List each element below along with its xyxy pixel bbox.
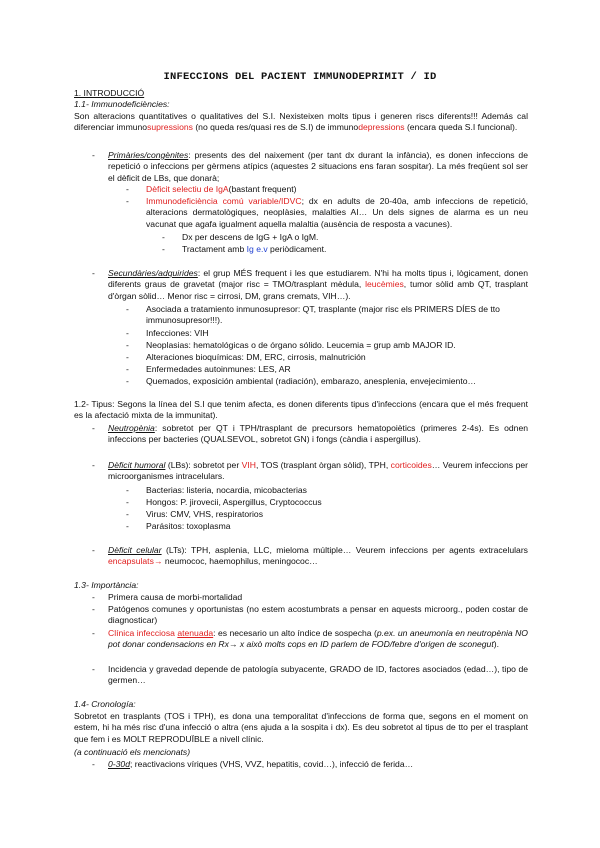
importancia-item: - Incidencia y gravedad depende de patología subyacente, GRADO de ID, factores asociados (edad…), tipo de germen… <box>92 664 528 686</box>
list-item-tractament: - Tractament amb Ig e.v periòdicament. <box>162 244 327 254</box>
sec-item: - Infecciones: VIH <box>126 328 209 338</box>
note-continuacio: (a continuació els mencionats) <box>74 747 191 757</box>
list-item-0-30d: - 0-30d; reactivacions víriques (VHS, VVZ, hepatitis, covid…), infecció de ferida… <box>92 759 414 769</box>
list-item-neutropenia: - Neutropènia: sobretot per QT i TPH/trasplant de precursors hematopoiètics (primeres 2-4s). Es odnen infeccions per bacteries (QUALSEVOL, sobretot GN) i fongs (càndia i aspergillus). <box>92 423 528 445</box>
sec-item: - Asociada a tratamiento inmunosupresor: QT, trasplante (major risc els PRIMERS DÍES de tto immunosupresor!!!). <box>126 304 500 326</box>
dash-bullet: - <box>92 150 95 160</box>
list-item-clinica-atenuada: - Clínica infecciosa atenuada: es necesario un alto índice de sospecha (p.ex. un aneumonía en neutropènia NO pot donar condensacions en Rx→ x això molts cops en ID parlem de FOD/febre d'origen de sconegut). <box>92 628 528 650</box>
list-item-idvc: - Immunodeficiència comú variable/IDVC; dx en adults de 20-40a, amb infeccions de repetició, alteracions dermatològiques, neoplàsies, malalties AI… Un dels signes de alarma es un neu vacunat que agafa igualment aquella malaltia (ausència de resposta a vacunes). <box>126 196 528 229</box>
sec-item: - Quemados, exposición ambiental (radiación), embarazo, anesplenia, envejecimiento… <box>126 376 477 386</box>
humoral-item: - Virus: CMV, VHS, respiratorios <box>126 509 264 519</box>
document-title: INFECCIONS DEL PACIENT IMMUNODEPRIMIT / ID <box>163 71 437 83</box>
list-item-deficit-humoral: - Dèficit humoral (LBs): sobretot per VIH, TOS (trasplant òrgan sòlid), TPH, corticoides… Veurem infeccions per microorganismes intracelulars. <box>92 460 528 482</box>
list-item-dx-descens: - Dx per descens de IgG + IgA o IgM. <box>162 232 319 242</box>
sec-item: - Alteraciones bioquímicas: DM, ERC, cirrosis, malnutrición <box>126 352 366 362</box>
subheading-cronologia: 1.4- Cronología: <box>74 699 136 709</box>
importancia-item: - Patógenos comunes y oportunistas (no estem acostumbrats a pensar en aquests microorg., poden costar de diagnosticar) <box>92 604 528 626</box>
sec-item: - Neoplasias: hematológicas o de órgano sólido. Leucemia = grup amb MAJOR ID. <box>126 340 456 350</box>
list-item-deficit-iga: - Dèficit selectiu de IgA(bastant frequent) <box>126 184 297 194</box>
subheading-importancia: 1.3- Importància: <box>74 580 139 590</box>
humoral-item: - Bacterias: listeria, nocardia, micobacterias <box>126 485 307 495</box>
paragraph-cronologia: Sobretot en trasplants (TOS i TPH), es dona una temporalitat d'infeccions de forma que, segons en el moment on estem, hi ha més risc d'una infecció o altra (ens ajuda a la sospita i dx). Es deu sobretot al tipus de tto per el trasplant que fem i es MOLT REPRODUÏBLE a nivell clínic. <box>74 711 528 744</box>
list-item-secundaries: - Secundàries/adquirides: el grup MÉS frequent i les que estudiarem. N'hi ha molts tipus i, lògicament, donen diferents graus de gravetat (major risc = TMO/trasplant mèdula, leucèmies, tumor sòlid amb QT, trasplant d'òrgan sòlid… Menor risc = cirrosi, DM, grans cremats, VIH…). <box>92 268 528 301</box>
humoral-item: - Parásitos: toxoplasma <box>126 521 231 531</box>
paragraph-immunodeficiencies: Son alteracions quantitatives o qualitatives del S.I. Nexisteixen molts tipus i generen riscs diferents!!! Además cal diferenciar immunosupressions (no queda res/quasi res de S.I) de immunodepressions (encara queda S.I funcional). <box>74 111 528 133</box>
paragraph-tipus: 1.2- Tipus: Segons la línea del S.I que tenim afecta, es donen diferents tipus d'infeccions (encara que el més frequent es la afectació mixta de la immunitat). <box>74 399 528 421</box>
list-item-primaries: - Primàries/congènites: presents des del naixement (per tant dx durant la infància), es donen infeccions de repetició o infeccions per gèrmens atípics (aquestes 2 situacions ens faran sospitar). La més freqüent sol ser el dèficit de LBs, que donarà; <box>92 150 528 183</box>
section-heading-introduccio: 1. INTRODUCCIÓ <box>74 88 145 98</box>
sec-item: - Enfermedades autoinmunes: LES, AR <box>126 364 291 374</box>
list-item-deficit-celular: - Dèficit celular (LTs): TPH, asplenia, LLC, mieloma múltiple… Veurem infeccions per agents extracelulars encapsulats→ neumococ, haemophilus, meningococ… <box>92 545 528 567</box>
importancia-item: - Primera causa de morbi-mortalidad <box>92 592 243 602</box>
subheading-immunodeficiencies: 1.1- Immunodeficiències: <box>74 99 170 109</box>
humoral-item: - Hongos: P. jirovecii, Aspergillus, Cryptococcus <box>126 497 322 507</box>
